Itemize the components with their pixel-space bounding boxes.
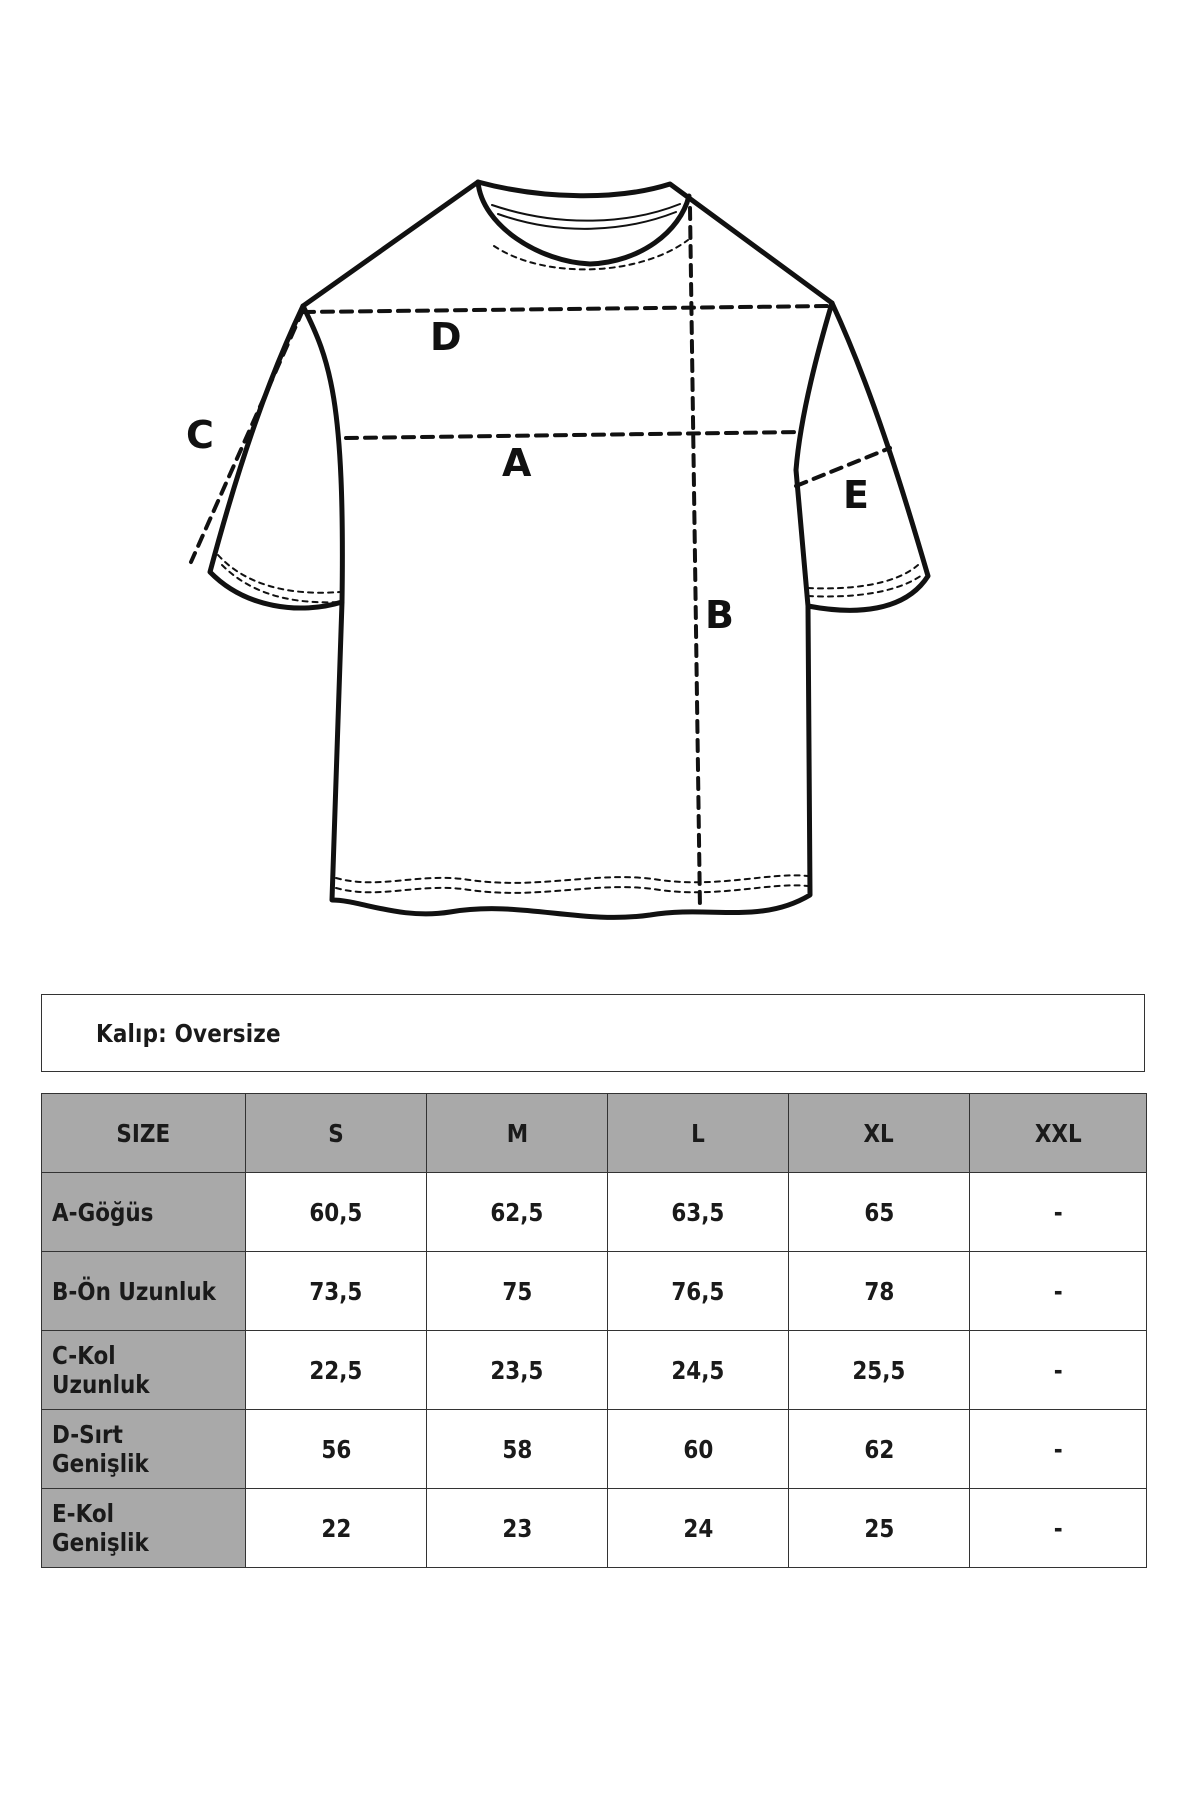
- table-cell: [246, 1489, 427, 1568]
- table-cell: [789, 1489, 970, 1568]
- cell-value: 63,5: [671, 1197, 725, 1227]
- table-cell: [427, 1410, 608, 1489]
- table-cell: [970, 1173, 1147, 1252]
- cell-value: 58: [502, 1434, 532, 1464]
- cell-value: 73,5: [309, 1276, 363, 1306]
- table-cell: [246, 1331, 427, 1410]
- table-row: [42, 1489, 1147, 1568]
- fit-info-box: [41, 994, 1145, 1072]
- header-xl: XL: [863, 1118, 895, 1148]
- header-cell: [970, 1094, 1147, 1173]
- measure-line-a: [346, 432, 800, 438]
- header-m: M: [506, 1118, 528, 1148]
- label-d: D: [430, 315, 462, 359]
- table-cell: [608, 1252, 789, 1331]
- left-sleeve-stitch-2: [222, 565, 340, 602]
- cell-value: -: [1053, 1434, 1063, 1464]
- header-cell: [789, 1094, 970, 1173]
- table-cell: [789, 1173, 970, 1252]
- table-cell: [608, 1173, 789, 1252]
- table-cell: [608, 1331, 789, 1410]
- hem-stitch-2: [336, 885, 808, 893]
- table-header-row: [42, 1094, 1147, 1173]
- row-label: A-Göğüs: [52, 1197, 154, 1227]
- cell-value: 76,5: [671, 1276, 725, 1306]
- header-xxl: XXL: [1034, 1118, 1082, 1148]
- table-row: [42, 1252, 1147, 1331]
- row-label-cell: [42, 1252, 246, 1331]
- cell-value: 24: [683, 1513, 713, 1543]
- row-label: E-Kol Genişlik: [52, 1499, 149, 1557]
- table-cell: [789, 1410, 970, 1489]
- hem-stitch: [336, 875, 808, 883]
- label-e: E: [843, 473, 869, 517]
- cell-value: -: [1053, 1276, 1063, 1306]
- cell-value: 23,5: [490, 1355, 544, 1385]
- label-b: B: [705, 593, 734, 637]
- table-row: [42, 1331, 1147, 1410]
- cell-value: 60,5: [309, 1197, 363, 1227]
- cell-value: 62: [864, 1434, 894, 1464]
- table-row: [42, 1173, 1147, 1252]
- cell-value: 22: [321, 1513, 351, 1543]
- cell-value: 78: [864, 1276, 894, 1306]
- measure-line-b: [690, 208, 700, 910]
- fit-text: Kalıp: Oversize: [96, 1019, 281, 1048]
- cell-value: -: [1053, 1513, 1063, 1543]
- table-cell: [789, 1331, 970, 1410]
- row-label: B-Ön Uzunluk: [52, 1276, 216, 1306]
- cell-value: 23: [502, 1513, 532, 1543]
- cell-value: 62,5: [490, 1197, 544, 1227]
- cell-value: -: [1053, 1355, 1063, 1385]
- header-size: SIZE: [116, 1118, 171, 1148]
- table-cell: [427, 1331, 608, 1410]
- cell-value: 22,5: [309, 1355, 363, 1385]
- cell-value: 65: [864, 1197, 894, 1227]
- tshirt-outline: [210, 182, 928, 917]
- size-chart-table: [41, 1093, 1147, 1568]
- header-cell: [608, 1094, 789, 1173]
- row-label: D-Sırt Genişlik: [52, 1420, 149, 1478]
- table-cell: [427, 1252, 608, 1331]
- cell-value: -: [1053, 1197, 1063, 1227]
- cell-value: 60: [683, 1434, 713, 1464]
- table-cell: [246, 1252, 427, 1331]
- cell-value: 24,5: [671, 1355, 725, 1385]
- table-cell: [970, 1489, 1147, 1568]
- body-right-line: [796, 303, 832, 606]
- table-cell: [789, 1252, 970, 1331]
- measure-line-d: [303, 306, 832, 312]
- table-cell: [246, 1173, 427, 1252]
- table-cell: [608, 1410, 789, 1489]
- row-label-cell: [42, 1410, 246, 1489]
- row-label-cell: [42, 1331, 246, 1410]
- table-row: [42, 1410, 1147, 1489]
- row-label: C-Kol Uzunluk: [52, 1341, 150, 1399]
- cell-value: 56: [321, 1434, 351, 1464]
- header-cell: [427, 1094, 608, 1173]
- table-cell: [427, 1173, 608, 1252]
- table-cell: [246, 1410, 427, 1489]
- cell-value: 75: [502, 1276, 532, 1306]
- table-cell: [427, 1489, 608, 1568]
- header-cell: [42, 1094, 246, 1173]
- header-cell: [246, 1094, 427, 1173]
- left-sleeve-stitch: [218, 555, 340, 593]
- label-a: A: [502, 441, 532, 485]
- table-cell: [970, 1252, 1147, 1331]
- collar-inner-stitch: [492, 204, 680, 221]
- table-cell: [970, 1410, 1147, 1489]
- cell-value: 25,5: [852, 1355, 906, 1385]
- cell-value: 25: [864, 1513, 894, 1543]
- row-label-cell: [42, 1173, 246, 1252]
- header-s: S: [328, 1118, 344, 1148]
- table-cell: [608, 1489, 789, 1568]
- body-left-line: [303, 306, 342, 602]
- right-sleeve-stitch-2: [808, 575, 922, 596]
- table-cell: [970, 1331, 1147, 1410]
- header-l: L: [691, 1118, 705, 1148]
- label-c: C: [186, 413, 214, 457]
- row-label-cell: [42, 1489, 246, 1568]
